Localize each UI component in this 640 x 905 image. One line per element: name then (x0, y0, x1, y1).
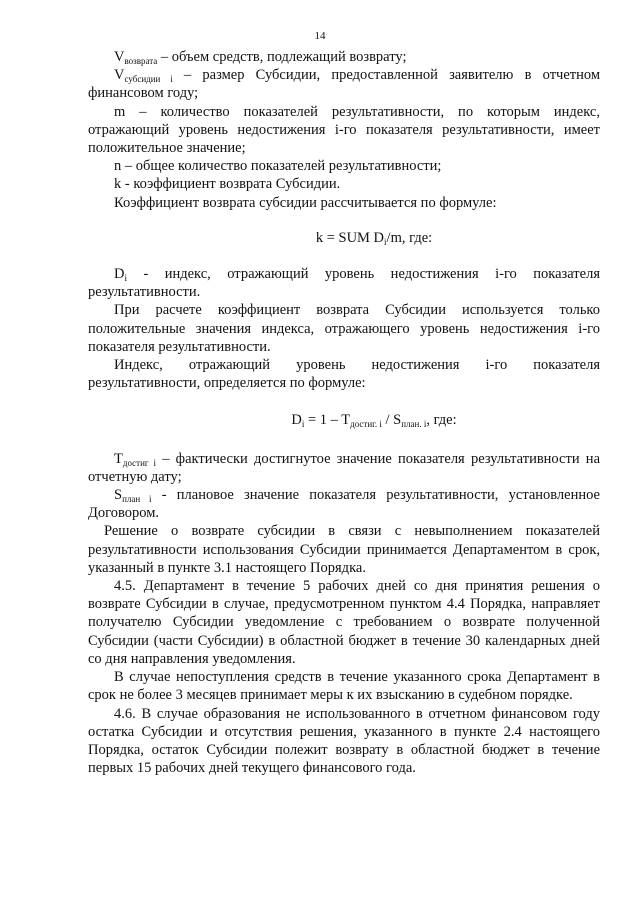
document-body (88, 48, 600, 777)
definition-d (88, 265, 600, 301)
subscript: план i (122, 494, 152, 505)
formula-part: D (291, 412, 302, 429)
formula-part: = 1 – T (304, 412, 351, 429)
symbol: V (114, 49, 125, 65)
paragraph-decision: Решение о возврате субсидии в связи с невыполнением показателей результативности использования Субсидии принимается Департаментом в срок, указанный в пункте 3.1 настоящего Порядка. (88, 523, 600, 576)
symbol: S (114, 487, 123, 504)
definition-m: m – количество показателей результативности, по которым индекс, отражающий уровень недостижения i-го показателя результативности, имеет положительное значение; (88, 103, 600, 157)
subscript: i (384, 236, 387, 247)
definition-text: – фактически достигнутое значение показателя результативности на отчетную дату; (88, 450, 601, 485)
symbol: T (114, 450, 123, 467)
formula-k (88, 229, 600, 247)
definition-n: n – общее количество показателей результативности; (114, 158, 442, 175)
definition-text: - индекс, отражающий уровень недостижения i-го показателя результативности. (88, 266, 600, 301)
formula-part: k = SUM D (315, 229, 385, 246)
subscript: возврата (124, 56, 158, 66)
subscript: субсидии i (124, 74, 173, 85)
definition-s (88, 486, 600, 522)
symbol: V (114, 67, 125, 84)
paragraph-index-formula-intro: Индекс, отражающий уровень недостижения i-го показателя результативности, определяется по формуле: (88, 357, 600, 392)
definition-k: k - коэффициент возврата Субсидии. (114, 176, 341, 193)
subscript: i (124, 273, 127, 284)
definition-t (88, 450, 600, 486)
formula-part: , где: (426, 412, 457, 429)
definition-v-vozvrata (88, 48, 600, 66)
paragraph-4-5: 4.5. Департамент в течение 5 рабочих дней со дня принятия решения о возврате Субсидии в случае, предусмотренном пунктом 4.4 Порядка, направляет получателю Субсидии уведомление с требованием о возврате полученной Субсидии (части Субсидии) в областной бюджет в течение 30 календарных дней со дня направления уведомления. (88, 578, 600, 667)
definition-text: – размер Субсидии, предоставленной заявителю в отчетном финансовом году; (88, 67, 600, 102)
definition-v-subsidii (88, 66, 600, 102)
subscript: i (301, 419, 305, 430)
formula-part: / S (381, 412, 402, 429)
subscript: достиг. i (350, 419, 382, 430)
subscript: план. i (401, 419, 427, 430)
paragraph-non-receipt: В случае непоступления средств в течение указанного срока Департамент в срок не более 3 месяцев принимает меры к их взысканию в судебном порядке. (88, 669, 600, 704)
definition-text: – объем средств, подлежащий возврату; (157, 49, 407, 65)
formula-d (88, 411, 600, 429)
formula-intro: Коэффициент возврата субсидии рассчитывается по формуле: (114, 194, 497, 211)
symbol: D (114, 266, 125, 283)
definition-text: - плановое значение показателя результативности, установленное Договором. (88, 487, 600, 522)
paragraph-positive-values: При расчете коэффициент возврата Субсидии используется только положительные значения индекса, отражающего уровень недостижения i-го показателя результативности. (88, 302, 600, 355)
page-number: 14 (314, 30, 326, 42)
formula-part: /m, где: (386, 229, 433, 246)
subscript: достиг i (122, 457, 156, 468)
paragraph-4-6: 4.6. В случае образования не использованного в отчетном финансовом году остатка Субсидии и отсутствия решения, указанного в пункте 2.4 настоящего Порядка, остаток Субсидии полежит возврату в областной бюджет в течение первых 15 рабочих дней текущего финансового года. (88, 705, 600, 777)
